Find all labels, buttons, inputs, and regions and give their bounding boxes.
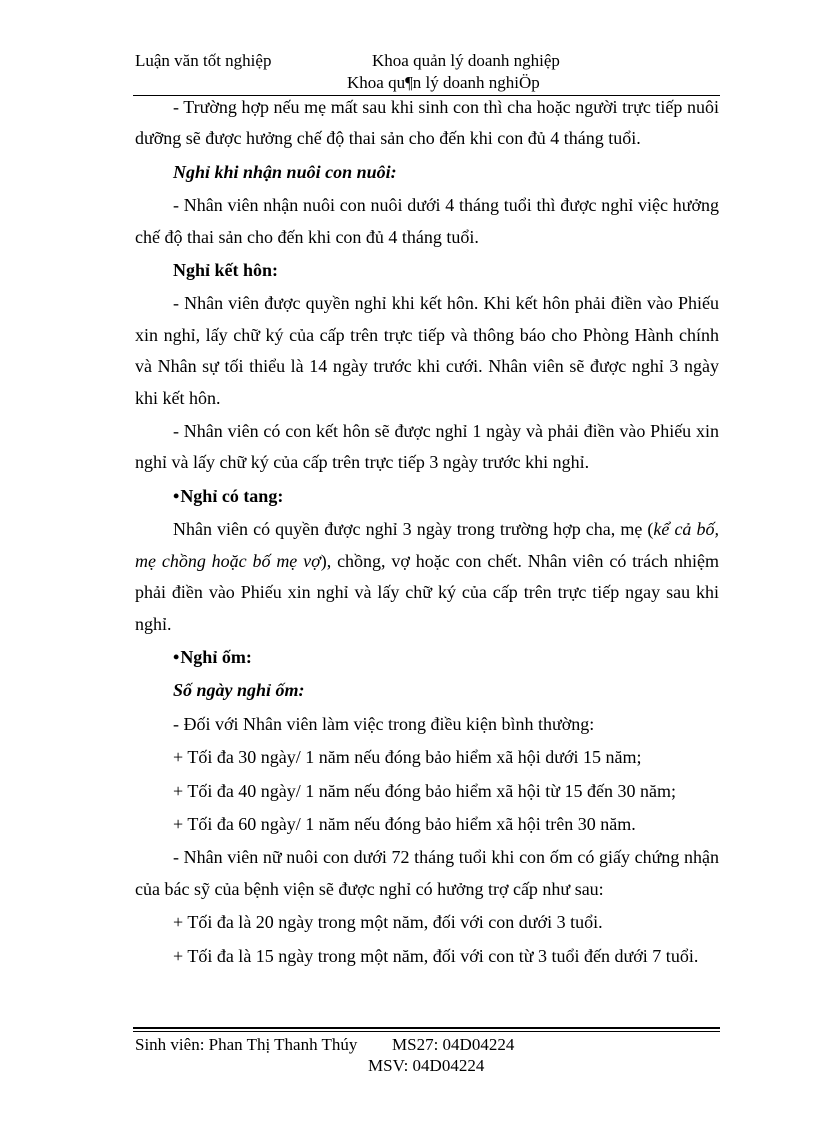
heading-funeral-leave: • Nghỉ có tang: [135, 481, 719, 512]
header-left: Luận văn tốt nghiệp [135, 51, 272, 70]
text-italic: kể cả bố, mẹ chồng hoặc bố mẹ vợ [135, 519, 720, 571]
footer-rule-thin [133, 1031, 720, 1032]
footer-msv-overlay: MS27: 04D04224 [392, 1035, 515, 1054]
heading-marriage-leave: Nghỉ kết hôn: [173, 260, 279, 281]
list-item: + Tối đa 40 ngày/ 1 năm nếu đóng bảo hiểm xã hội từ 15 đến 30 năm; [173, 780, 676, 801]
paragraph: - Trường hợp nếu mẹ mất sau khi sinh con thì cha hoặc người trực tiếp nuôi dưỡng sẽ được hưởng chế độ thai sản cho đến khi con đủ 4 tháng tuổi. [135, 97, 719, 149]
list-item: + Tối đa là 15 ngày trong một năm, đối với con từ 3 tuổi đến dưới 7 tuổi. [173, 945, 699, 966]
paragraph: - Nhân viên nữ nuôi con dưới 72 tháng tuổi khi con ốm có giấy chứng nhận của bác sỹ của bệnh viện sẽ được nghỉ có hưởng trợ cấp như sau: [135, 847, 719, 899]
list-item: + Tối đa là 20 ngày trong một năm, đối với con dưới 3 tuổi. [173, 912, 603, 933]
paragraph: - Nhân viên được quyền nghỉ khi kết hôn. Khi kết hôn phải điền vào Phiếu xin nghỉ, lấy chữ ký của cấp trên trực tiếp và thông báo cho Phòng Hành chính và Nhân sự tối thiểu là 14 ngày trước khi cưới. Nhân viên sẽ được nghỉ 3 ngày khi kết hôn. [135, 293, 719, 408]
header-right: Khoa quản lý doanh nghiệp [372, 51, 560, 70]
heading-adoption-leave: Nghỉ khi nhận nuôi con nuôi: [173, 161, 397, 182]
text: Nhân viên có quyền được nghỉ 3 ngày trong trường hợp cha, mẹ ( [173, 519, 654, 540]
list-item: + Tối đa 30 ngày/ 1 năm nếu đóng bảo hiểm xã hội dưới 15 năm; [173, 747, 642, 768]
heading-sick-leave: • Nghỉ ốm: [135, 642, 719, 673]
header-right-garbled: Khoa qu¶n lý doanh nghiÖp [347, 73, 540, 92]
heading-sick-days: Số ngày nghỉ ốm: [173, 680, 305, 701]
document-body [135, 92, 719, 972]
paragraph: - Nhân viên nhận nuôi con nuôi dưới 4 tháng tuổi thì được nghỉ việc hưởng chế độ thai sản cho đến khi con đủ 4 tháng tuổi. [135, 195, 719, 247]
paragraph-funeral [135, 514, 719, 640]
list-item: + Tối đa 60 ngày/ 1 năm nếu đóng bảo hiểm xã hội trên 30 năm. [173, 813, 636, 834]
text: ), chồng, vợ hoặc con chết. Nhân viên có trách nhiệm phải điền vào Phiếu xin nghỉ và lấy chữ ký của cấp trên trực tiếp ngay sau khi nghỉ. [135, 550, 719, 634]
footer-rule-thick [133, 1027, 720, 1029]
paragraph: - Đối với Nhân viên làm việc trong điều kiện bình thường: [173, 713, 595, 734]
footer-msv: MSV: 04D04224 [368, 1056, 485, 1075]
paragraph: - Nhân viên có con kết hôn sẽ được nghỉ 1 ngày và phải điền vào Phiếu xin nghỉ và lấy chữ ký của cấp trên trực tiếp 3 ngày trước khi nghỉ. [135, 421, 719, 473]
footer-student-name: Sinh viên: Phan Thị Thanh Thúy [135, 1035, 358, 1054]
